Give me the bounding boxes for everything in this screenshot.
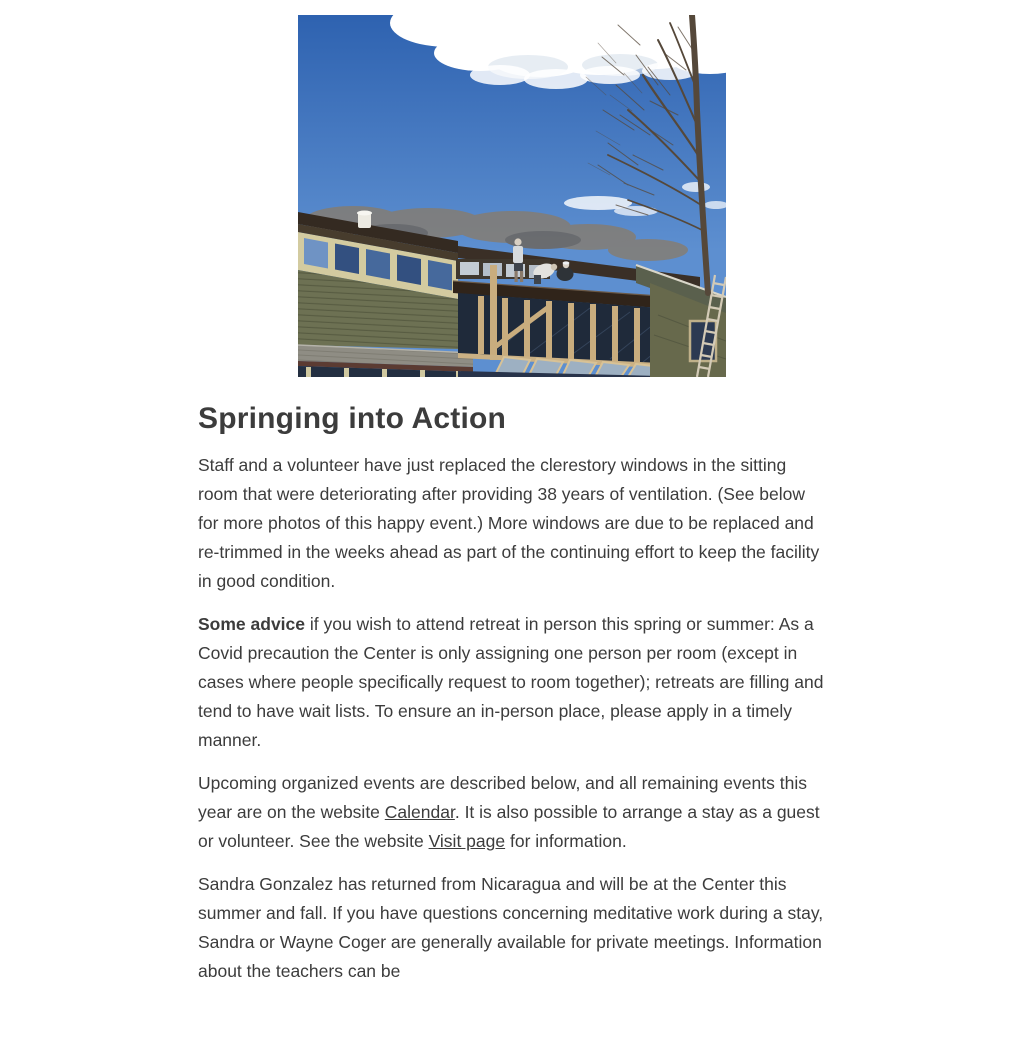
paragraph xyxy=(198,610,826,755)
visit-page-link[interactable]: Visit page xyxy=(428,831,506,851)
text-run: Upcoming organized events are described below, and all remaining events this year are on the website xyxy=(198,773,807,822)
calendar-link[interactable]: Calendar xyxy=(384,802,455,822)
text-run: . It is also possible to arrange a stay as a guest or volunteer. See the website xyxy=(198,802,820,851)
newsletter-content xyxy=(198,15,826,986)
text-run: if you wish to attend retreat in person this spring or summer: As a Covid precaution the Center is only assigning one person per room (except in cases where people specifically request to room together); retreats are filling and tend to have wait lists. To ensure an in-person place, please apply in a timely manner. xyxy=(198,614,824,750)
roof-vent xyxy=(357,211,372,229)
house-renovation-photo-illustration xyxy=(298,15,726,377)
paragraph xyxy=(198,769,826,856)
text-run: Staff and a volunteer have just replaced the clerestory windows in the sitting room that were deteriorating after providing 38 years of ventilation. (See below for more photos of this happy event.) More windows are due to be replaced and re-trimmed in the weeks ahead as part of the continuing effort to keep the facility in good condition. xyxy=(198,455,820,591)
text-run: for information. xyxy=(505,831,627,851)
paragraph xyxy=(198,451,826,596)
article-body xyxy=(198,451,826,986)
header-photo xyxy=(298,15,726,377)
text-run: Sandra Gonzalez has returned from Nicaragua and will be at the Center this summer and fall. If you have questions concerning meditative work during a stay, Sandra or Wayne Coger are generally available for private meetings. Information about the teachers can be xyxy=(198,874,824,981)
paragraph xyxy=(198,870,826,986)
article-title: Springing into Action xyxy=(198,402,507,435)
bold-lead-in: Some advice xyxy=(198,614,305,634)
